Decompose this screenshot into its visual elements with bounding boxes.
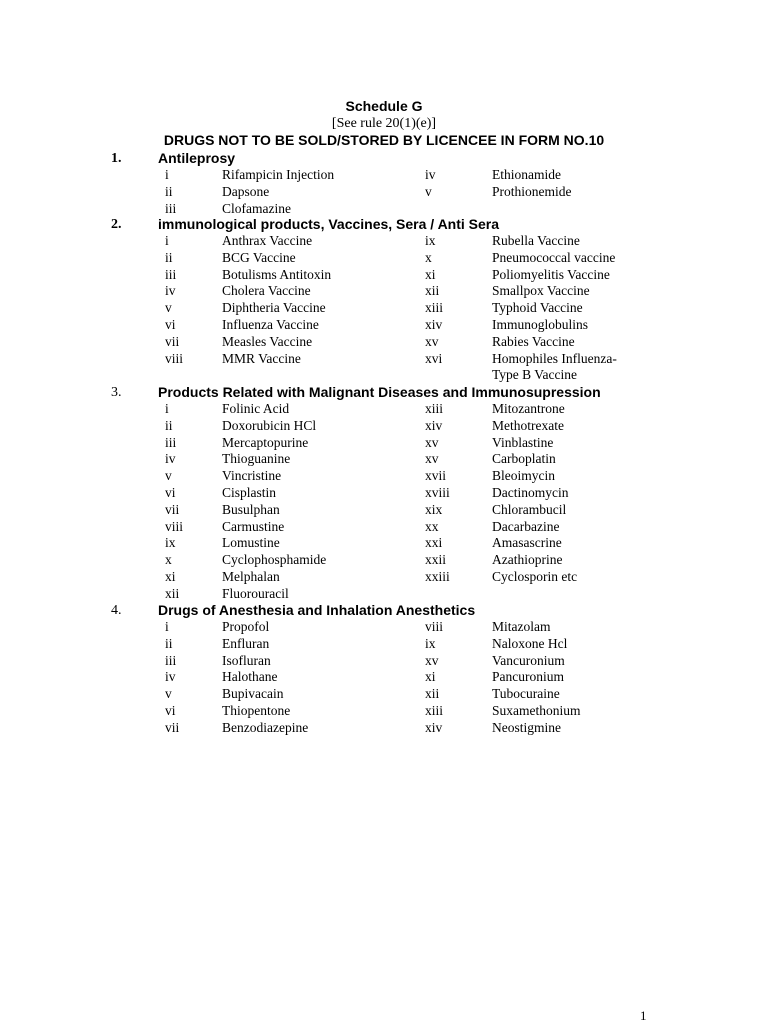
drug-row [0, 233, 768, 250]
right-numeral: xix [425, 501, 443, 517]
left-drug-name: Isofluran [222, 652, 271, 668]
drug-row [0, 653, 768, 670]
left-numeral: vi [165, 702, 176, 718]
drug-row [0, 636, 768, 653]
right-numeral: xv [425, 652, 439, 668]
drug-row [0, 569, 768, 586]
right-numeral: viii [425, 619, 444, 634]
right-numeral: xii [425, 686, 440, 702]
left-numeral: viii [165, 518, 184, 534]
drug-row [0, 418, 768, 435]
right-drug-name: Typhoid Vaccine [492, 300, 583, 316]
right-drug-name: Neostigmine [492, 719, 561, 735]
left-numeral: ii [165, 183, 173, 199]
left-drug-name: BCG Vaccine [222, 249, 296, 265]
left-drug-name: Vincristine [222, 468, 282, 484]
left-numeral: x [165, 552, 172, 568]
right-drug-name: Dacarbazine [492, 518, 560, 534]
section-heading [0, 150, 768, 167]
left-drug-name: Bupivacain [222, 686, 284, 702]
drug-row [0, 519, 768, 536]
drug-row [0, 686, 768, 703]
left-drug-name: Folinic Acid [222, 401, 290, 416]
drug-row [0, 586, 768, 603]
right-drug-name: Homophiles Influenza- [492, 350, 617, 366]
left-numeral: vi [165, 316, 176, 332]
left-drug-name: Propofol [222, 619, 270, 634]
left-numeral: i [165, 619, 169, 634]
left-numeral: vii [165, 719, 180, 735]
right-drug-name: Immunoglobulins [492, 316, 589, 332]
left-numeral: iii [165, 434, 177, 450]
left-numeral: iii [165, 266, 177, 282]
right-numeral: xi [425, 266, 436, 282]
right-numeral: ix [425, 233, 436, 248]
drug-row [0, 502, 768, 519]
left-drug-name: MMR Vaccine [222, 350, 301, 366]
right-numeral: ix [425, 635, 436, 651]
right-numeral: xx [425, 518, 439, 534]
drug-row [0, 317, 768, 334]
right-drug-name: Pneumococcal vaccine [492, 249, 616, 265]
right-drug-name: Poliomyelitis Vaccine [492, 266, 610, 282]
left-drug-name: Benzodiazepine [222, 719, 309, 735]
left-drug-name: Halothane [222, 669, 278, 685]
right-numeral: xxiii [425, 568, 450, 584]
section-heading [0, 602, 768, 619]
left-drug-name: Fluorouracil [222, 585, 289, 601]
left-numeral: iv [165, 451, 176, 467]
left-drug-name: Enfluran [222, 635, 270, 651]
page-number: 1 [640, 1008, 647, 1023]
right-numeral: xv [425, 333, 439, 349]
right-numeral: xv [425, 434, 439, 450]
drug-row [0, 283, 768, 300]
left-numeral: ii [165, 249, 173, 265]
left-drug-name: Diphtheria Vaccine [222, 300, 326, 316]
rule-reference: [See rule 20(1)(e)] [331, 116, 437, 131]
section-1 [0, 150, 768, 217]
section-4 [0, 602, 768, 737]
right-drug-name: Vinblastine [492, 434, 554, 450]
section-2 [0, 216, 768, 384]
left-numeral: ix [165, 535, 176, 551]
section-number: 4. [111, 603, 122, 618]
left-numeral: ii [165, 417, 173, 433]
left-numeral: vii [165, 333, 180, 349]
section-title: Drugs of Anesthesia and Inhalation Anesthetics [158, 602, 476, 618]
left-numeral: vii [165, 501, 180, 517]
left-drug-name: Busulphan [222, 501, 280, 517]
right-drug-name: Prothionemide [492, 183, 572, 199]
drug-row [0, 435, 768, 452]
right-drug-name: Rabies Vaccine [492, 333, 575, 349]
left-drug-name: Dapsone [222, 183, 270, 199]
right-drug-name: Tubocuraine [492, 686, 560, 702]
left-drug-name: Carmustine [222, 518, 285, 534]
right-drug-name: Suxamethonium [492, 702, 581, 718]
left-numeral: iv [165, 283, 176, 299]
right-drug-name: Carboplatin [492, 451, 556, 467]
left-numeral: v [165, 686, 172, 702]
drug-row [0, 401, 768, 418]
drug-row [0, 703, 768, 720]
left-drug-name: Botulisms Antitoxin [222, 266, 332, 282]
section-heading [0, 216, 768, 233]
drug-row [0, 619, 768, 636]
right-numeral: xiv [425, 719, 443, 735]
right-drug-name: Type B Vaccine [492, 367, 578, 383]
right-numeral: xiii [425, 702, 444, 718]
left-numeral: i [165, 233, 169, 248]
section-number: 3. [111, 385, 122, 400]
left-numeral: i [165, 167, 169, 182]
drug-row [0, 468, 768, 485]
right-drug-name: Methotrexate [492, 417, 564, 433]
drug-row [0, 669, 768, 686]
right-numeral: iv [425, 167, 436, 182]
left-drug-name: Thioguanine [222, 451, 291, 467]
section-heading [0, 384, 768, 401]
right-drug-name: Mitozantrone [492, 401, 565, 416]
left-drug-name: Measles Vaccine [222, 333, 313, 349]
drug-row [0, 367, 768, 384]
left-drug-name: Cyclophosphamide [222, 552, 327, 568]
right-drug-name: Chlorambucil [492, 501, 567, 517]
right-numeral: xvii [425, 468, 447, 484]
drug-row [0, 167, 768, 184]
section-title: Antileprosy [158, 150, 236, 166]
left-numeral: vi [165, 484, 176, 500]
left-numeral: iii [165, 652, 177, 668]
right-drug-name: Vancuronium [492, 652, 565, 668]
right-drug-name: Pancuronium [492, 669, 564, 685]
document-subtitle: DRUGS NOT TO BE SOLD/STORED BY LICENCEE IN FORM NO.10 [163, 132, 605, 148]
right-drug-name: Cyclosporin etc [492, 568, 578, 584]
right-drug-name: Amasascrine [492, 535, 562, 551]
left-drug-name: Influenza Vaccine [222, 316, 319, 332]
section-3 [0, 384, 768, 603]
right-drug-name: Ethionamide [492, 167, 561, 182]
left-numeral: v [165, 300, 172, 316]
drug-row [0, 535, 768, 552]
drug-row [0, 184, 768, 201]
right-numeral: xiv [425, 417, 443, 433]
left-drug-name: Mercaptopurine [222, 434, 309, 450]
right-numeral: xxi [425, 535, 443, 551]
section-title: Products Related with Malignant Diseases and Immunosupression [158, 384, 601, 400]
drug-row [0, 250, 768, 267]
drug-row [0, 552, 768, 569]
section-title: immunological products, Vaccines, Sera / Anti Sera [158, 216, 500, 232]
right-drug-name: Dactinomycin [492, 484, 569, 500]
left-drug-name: Cholera Vaccine [222, 283, 311, 299]
right-numeral: xvi [425, 350, 443, 366]
right-numeral: v [425, 183, 432, 199]
left-drug-name: Lomustine [222, 535, 280, 551]
left-numeral: xii [165, 585, 180, 601]
right-drug-name: Naloxone Hcl [492, 635, 568, 651]
left-drug-name: Thiopentone [222, 702, 291, 718]
left-drug-name: Clofamazine [222, 200, 291, 216]
left-drug-name: Rifampicin Injection [222, 167, 335, 182]
left-drug-name: Cisplastin [222, 484, 277, 500]
right-numeral: xviii [425, 484, 450, 500]
drug-row [0, 201, 768, 218]
left-numeral: v [165, 468, 172, 484]
right-numeral: xii [425, 283, 440, 299]
left-drug-name: Anthrax Vaccine [222, 233, 313, 248]
right-numeral: xv [425, 451, 439, 467]
drug-row [0, 351, 768, 368]
drug-row [0, 300, 768, 317]
right-drug-name: Mitazolam [492, 619, 551, 634]
drug-row [0, 334, 768, 351]
right-drug-name: Bleoimycin [492, 468, 555, 484]
drug-row [0, 451, 768, 468]
right-drug-name: Smallpox Vaccine [492, 283, 590, 299]
right-numeral: xi [425, 669, 436, 685]
drug-row [0, 485, 768, 502]
right-numeral: x [425, 249, 432, 265]
left-drug-name: Doxorubicin HCl [222, 417, 317, 433]
left-numeral: iv [165, 669, 176, 685]
drug-row [0, 267, 768, 284]
right-numeral: xiii [425, 300, 444, 316]
left-numeral: i [165, 401, 169, 416]
right-drug-name: Azathioprine [492, 552, 563, 568]
section-number: 1. [111, 151, 122, 166]
left-numeral: viii [165, 350, 184, 366]
right-drug-name: Rubella Vaccine [492, 233, 580, 248]
left-numeral: iii [165, 200, 177, 216]
schedule-title: Schedule G [345, 98, 423, 114]
left-drug-name: Melphalan [222, 568, 280, 584]
drug-row [0, 720, 768, 737]
section-number: 2. [111, 217, 122, 232]
left-numeral: xi [165, 568, 176, 584]
right-numeral: xiii [425, 401, 444, 416]
left-numeral: ii [165, 635, 173, 651]
right-numeral: xiv [425, 316, 443, 332]
right-numeral: xxii [425, 552, 447, 568]
